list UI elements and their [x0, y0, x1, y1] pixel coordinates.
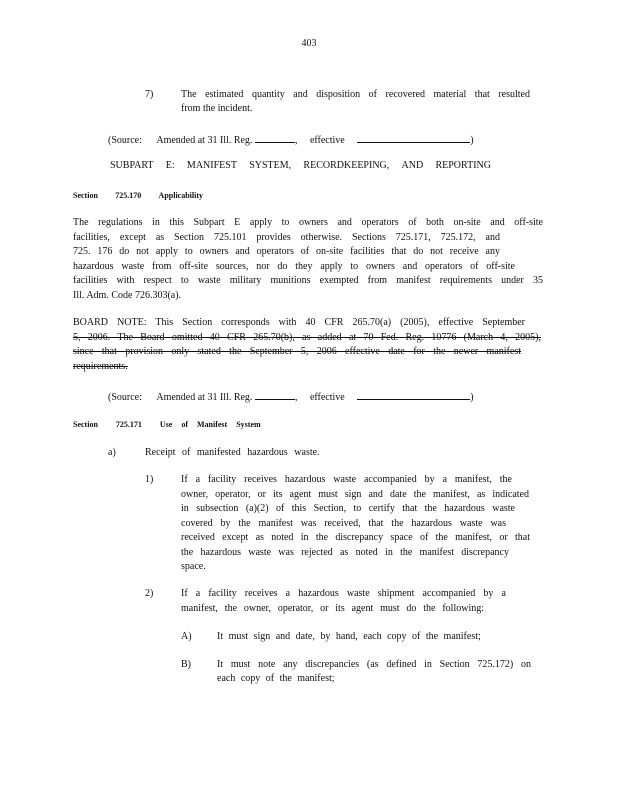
source-comma: , — [294, 135, 298, 146]
source-effective: effective — [309, 392, 345, 403]
board-note — [73, 316, 541, 374]
source-effective: effective — [309, 135, 345, 146]
heading-word: SYSTEM, — [249, 160, 292, 171]
blank-line — [357, 388, 470, 400]
body-line: facilities with respect to waste military munitions exempted from manifest requirements under 35 — [73, 275, 543, 286]
board-note-line1: BOARD NOTE: This Section corresponds with 40 CFR 265.70(a) (2005), effective September — [73, 317, 525, 328]
item-line: manifest, the owner, operator, or its agent must do the following: — [181, 602, 484, 614]
body-line: hazardous waste from off-site sources, nor do they apply to owners and operators of off-site — [73, 260, 515, 272]
heading-word: RECORDKEEPING, — [303, 160, 390, 171]
source-prefix: (Source: — [108, 135, 142, 146]
section-label: Section — [73, 420, 98, 429]
item-line: owner, operator, or its agent must sign and date the manifest, as indicated — [181, 488, 529, 500]
section-title: Use of Manifest System — [159, 420, 261, 429]
item-a-marker: a) — [108, 447, 116, 458]
item-a1-marker: 1) — [145, 474, 154, 485]
source-comma: , — [294, 392, 298, 403]
item-7-text-line1: The estimated quantity and disposition of recovered material that resulted — [181, 89, 530, 100]
item-a2A-text: It must sign and date, by hand, each copy of the manifest; — [217, 631, 481, 642]
body-line: The regulations in this Subpart E apply to owners and operators of both on-site and off-site — [73, 217, 543, 228]
section-170-heading — [73, 189, 203, 204]
item-line: If a facility receives a hazardous waste shipment accompanied by a — [181, 588, 506, 599]
board-note-line3-struck: since that provision only stated the September 5, 2006 effective date for the newer manifest — [73, 346, 521, 357]
body-line: Ill. Adm. Code 726.303(a). — [73, 289, 182, 301]
blank-line — [255, 388, 295, 400]
heading-word: SUBPART — [110, 160, 154, 171]
item-line: in subsection (a)(2) of this Section, to certify that the hazardous waste — [181, 503, 515, 514]
source-close: ) — [470, 135, 474, 146]
blank-line — [357, 131, 470, 143]
item-line: covered by the manifest was received, that the hazardous waste was — [181, 517, 506, 529]
item-a2B-line2: each copy of the manifest; — [217, 673, 335, 684]
item-line: received except as noted in the discrepancy space of the manifest, or that — [181, 532, 530, 543]
board-note-line2-struck: 5, 2006. The Board omitted 40 CFR 265.70(b), as added at 70 Fed. Reg. 10776 (March 4, 2005), — [73, 331, 541, 343]
item-7-marker: 7) — [145, 89, 154, 100]
source-close: ) — [470, 392, 474, 403]
subpart-heading — [110, 159, 491, 174]
item-a2B-marker: B) — [181, 659, 191, 670]
source-text: Amended at 31 Ill. Reg. — [156, 392, 253, 403]
page-number: 403 — [301, 38, 317, 49]
heading-word: AND — [401, 160, 424, 171]
section-title: Applicability — [158, 191, 203, 200]
section-170-body — [73, 216, 543, 303]
board-note-line4-struck: requirements. — [73, 360, 128, 372]
body-line: facilities, except as Section 725.101 provides otherwise. Sections 725.171, 725.172, and — [73, 231, 500, 243]
item-line: space. — [181, 561, 206, 572]
source-note-2 — [108, 388, 498, 406]
item-a2A-marker: A) — [181, 631, 192, 642]
source-prefix: (Source: — [108, 392, 142, 403]
source-note-1 — [108, 131, 498, 149]
item-a2-text — [181, 587, 506, 616]
section-number: 725.171 — [115, 420, 142, 429]
item-7-text-line2: from the incident. — [181, 103, 253, 114]
heading-word: REPORTING — [435, 160, 491, 171]
item-a2B-line1: It must note any discrepancies (as defined in Section 725.172) on — [217, 659, 531, 670]
section-171-heading — [73, 418, 263, 433]
item-a-text: Receipt of manifested hazardous waste. — [145, 447, 320, 458]
section-label: Section — [73, 191, 98, 200]
blank-line — [255, 131, 295, 143]
source-text: Amended at 31 Ill. Reg. — [156, 135, 253, 146]
item-line: If a facility receives hazardous waste accompanied by a manifest, the — [181, 474, 512, 485]
item-a1-text — [181, 473, 530, 575]
heading-word: E: — [165, 160, 175, 171]
body-line: 725. 176 do not apply to owners and operators of on-site facilities that do not receive any — [73, 246, 500, 257]
item-line: the hazardous waste was rejected as noted in the manifest discrepancy — [181, 546, 509, 558]
item-a2-marker: 2) — [145, 588, 154, 599]
heading-word: MANIFEST — [186, 160, 237, 171]
section-number: 725.170 — [115, 191, 142, 200]
